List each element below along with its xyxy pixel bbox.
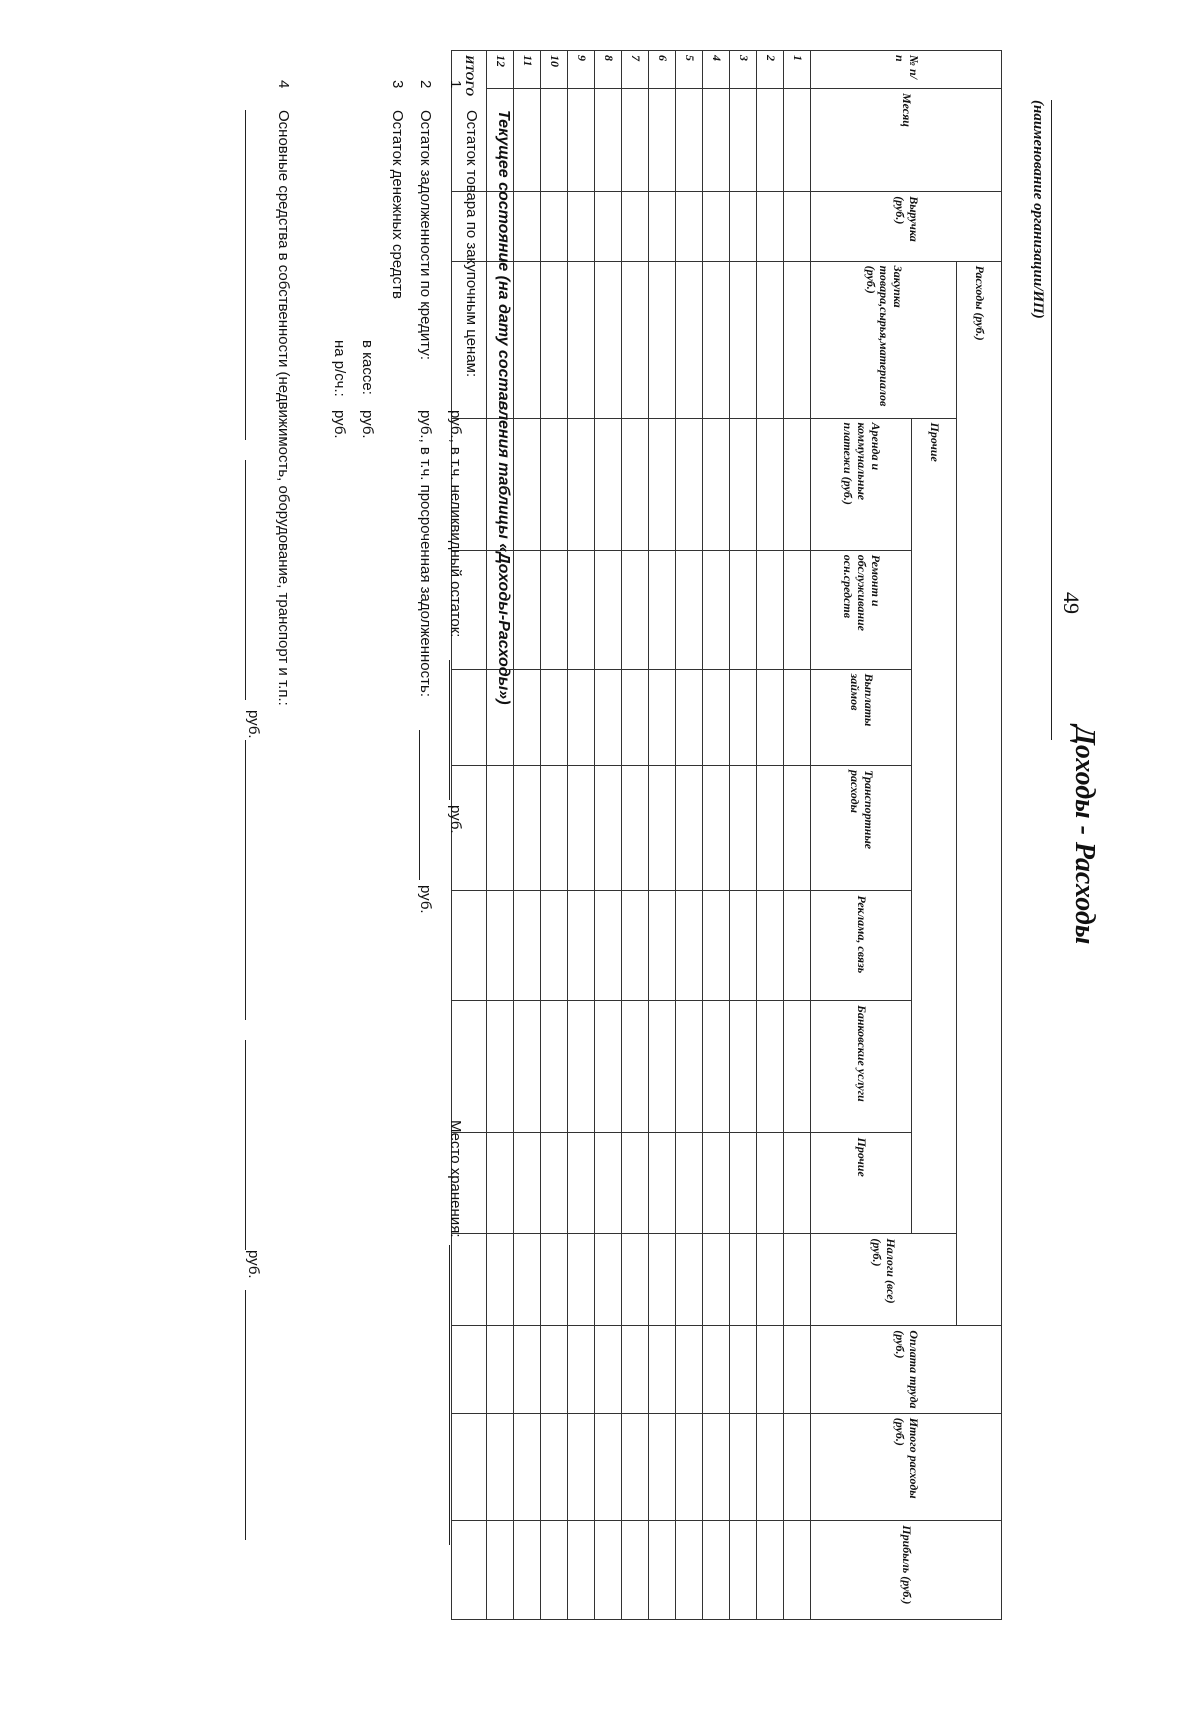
org-name-line: [1051, 100, 1052, 740]
header-num: № п/п: [811, 51, 1002, 89]
item2-rub2: руб.: [417, 885, 434, 914]
item4-rub-b: руб.: [245, 1250, 262, 1279]
header-loans: Выплаты займов: [811, 669, 912, 765]
header-bank: Банковские услуги: [811, 1001, 912, 1133]
header-expenses-group: Расходы (руб.): [957, 261, 1002, 1326]
header-revenue: Выручка (руб.): [811, 192, 1002, 261]
account-label: на р/сч.:: [331, 340, 348, 397]
header-ads: Реклама, связь: [811, 891, 912, 1001]
item2-text: Остаток задолженности по кредиту:: [417, 110, 434, 360]
table-row: 6: [649, 51, 676, 1620]
item1-text: Остаток товара по закупочным ценам:: [463, 110, 480, 378]
table-row: 10: [541, 51, 568, 1620]
header-other: Прочие: [811, 1133, 912, 1234]
table-row: 9: [568, 51, 595, 1620]
header-purchase: Закупка товара,сырья,материалов (руб.): [811, 261, 957, 418]
income-expense-table: [451, 50, 1002, 1620]
item1-rub2: руб.: [447, 805, 464, 834]
table-row: 1: [784, 51, 811, 1620]
header-repair: Ремонт и обслуживание осн.средств: [811, 550, 912, 669]
table-row: 7: [622, 51, 649, 1620]
total-label: ИТОГО: [452, 51, 487, 192]
header-profit: Прибыль (руб.): [811, 1521, 1002, 1620]
item4-text: Основные средства в собственности (недвижимость, оборудование, транспорт и т.п.:: [275, 110, 292, 706]
item1-rub-label: руб., в т.ч. неликвидный остаток:: [447, 410, 464, 638]
table-row: 3: [730, 51, 757, 1620]
header-other-group: Прочие: [912, 418, 957, 1234]
form-title: Доходы - Расходы: [1069, 725, 1100, 945]
table-row: 8: [595, 51, 622, 1620]
table-row: 2: [757, 51, 784, 1620]
storage-label: Место хранения:: [447, 1120, 464, 1238]
storage-field[interactable]: [449, 1245, 464, 1545]
item4-rub-a: руб.: [245, 710, 262, 739]
header-month: Месяц: [811, 89, 1002, 192]
item3-number: 3: [389, 80, 406, 89]
table-row: 12: [487, 51, 514, 1620]
header-total-expenses: Итого расходы (руб.): [811, 1413, 1002, 1521]
asset-line-3[interactable]: [245, 740, 246, 1020]
header-labor: Оплата труда (руб.): [811, 1326, 1002, 1413]
table-row: 5: [676, 51, 703, 1620]
status-title: Текущее состояние (на дату составления таблицы «Доходы-Расходы»): [495, 110, 512, 705]
cash-rub: руб.: [359, 410, 376, 439]
header-taxes: Налоги (все) (руб.): [811, 1234, 957, 1326]
cash-label: в кассе:: [359, 340, 376, 395]
item3-text: Остаток денежных средств: [389, 110, 406, 299]
item1-illiquid-field[interactable]: [449, 660, 464, 800]
header-transport: Транспортные расходы: [811, 765, 912, 891]
item2-rub-label: руб., в т.ч. просроченная задолженность:: [417, 410, 434, 697]
rotated-form: [112, 40, 1112, 1630]
item2-number: 2: [417, 80, 434, 89]
account-rub: руб.: [331, 410, 348, 439]
asset-line-5[interactable]: [245, 1290, 246, 1540]
page-number: 49: [1059, 592, 1084, 614]
item2-overdue-field[interactable]: [419, 730, 434, 880]
asset-line-2[interactable]: [245, 460, 246, 700]
item4-number: 4: [275, 80, 292, 89]
asset-line-1[interactable]: [245, 110, 246, 440]
item1-number: 1: [447, 80, 464, 89]
header-rent: Аренда и коммунальные платежи (руб.): [811, 418, 912, 550]
org-label: (наименование организации/ИП): [1030, 100, 1046, 319]
asset-line-4[interactable]: [245, 1040, 246, 1250]
table-row: 4: [703, 51, 730, 1620]
table-row: 11: [514, 51, 541, 1620]
